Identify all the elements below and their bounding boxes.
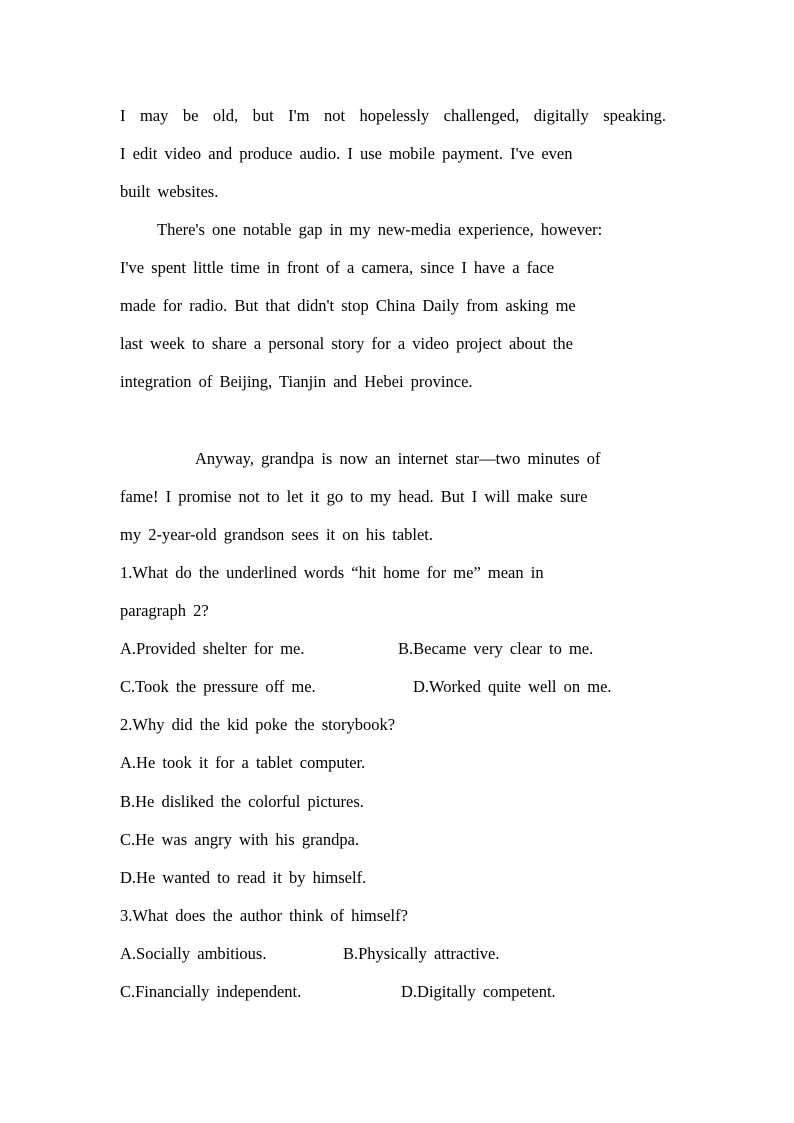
option-a: A.He took it for a tablet computer. <box>120 753 366 772</box>
option-a: A.Provided shelter for me. <box>120 639 305 658</box>
paragraph-line: I edit video and produce audio. I use mobile payment. I've even <box>120 144 573 163</box>
option-c: C.He was angry with his grandpa. <box>120 830 360 849</box>
option-b: B.He disliked the colorful pictures. <box>120 792 364 811</box>
paragraph-line: Anyway, grandpa is now an internet star—two minutes of <box>195 449 601 468</box>
option-d: D.Worked quite well on me. <box>413 677 612 696</box>
option-c: C.Took the pressure off me. <box>120 677 316 696</box>
paragraph-line: integration of Beijing, Tianjin and Hebei province. <box>120 372 473 391</box>
question-stem: 3.What does the author think of himself? <box>120 906 408 925</box>
question-stem: 2.Why did the kid poke the storybook? <box>120 715 396 734</box>
option-b: B.Became very clear to me. <box>398 639 594 658</box>
question-stem: paragraph 2? <box>120 601 209 620</box>
paragraph-line: fame! I promise not to let it go to my head. But I will make sure <box>120 487 588 506</box>
paragraph-line: built websites. <box>120 182 219 201</box>
question-stem: 1.What do the underlined words “hit home for me” mean in <box>120 563 544 582</box>
paragraph-line: last week to share a personal story for a video project about the <box>120 334 573 353</box>
option-c: C.Financially independent. <box>120 982 302 1001</box>
paragraph-line: my 2-year-old grandson sees it on his tablet. <box>120 525 434 544</box>
paragraph-line: I may be old, but I'm not hopelessly challenged, digitally speaking. <box>120 106 666 125</box>
paragraph-line: There's one notable gap in my new-media experience, however: <box>157 220 603 239</box>
option-b: B.Physically attractive. <box>343 944 500 963</box>
option-d: D.Digitally competent. <box>401 982 556 1001</box>
option-d: D.He wanted to read it by himself. <box>120 868 367 887</box>
option-a: A.Socially ambitious. <box>120 944 267 963</box>
paragraph-line: I've spent little time in front of a camera, since I have a face <box>120 258 555 277</box>
paragraph-line: made for radio. But that didn't stop China Daily from asking me <box>120 296 576 315</box>
